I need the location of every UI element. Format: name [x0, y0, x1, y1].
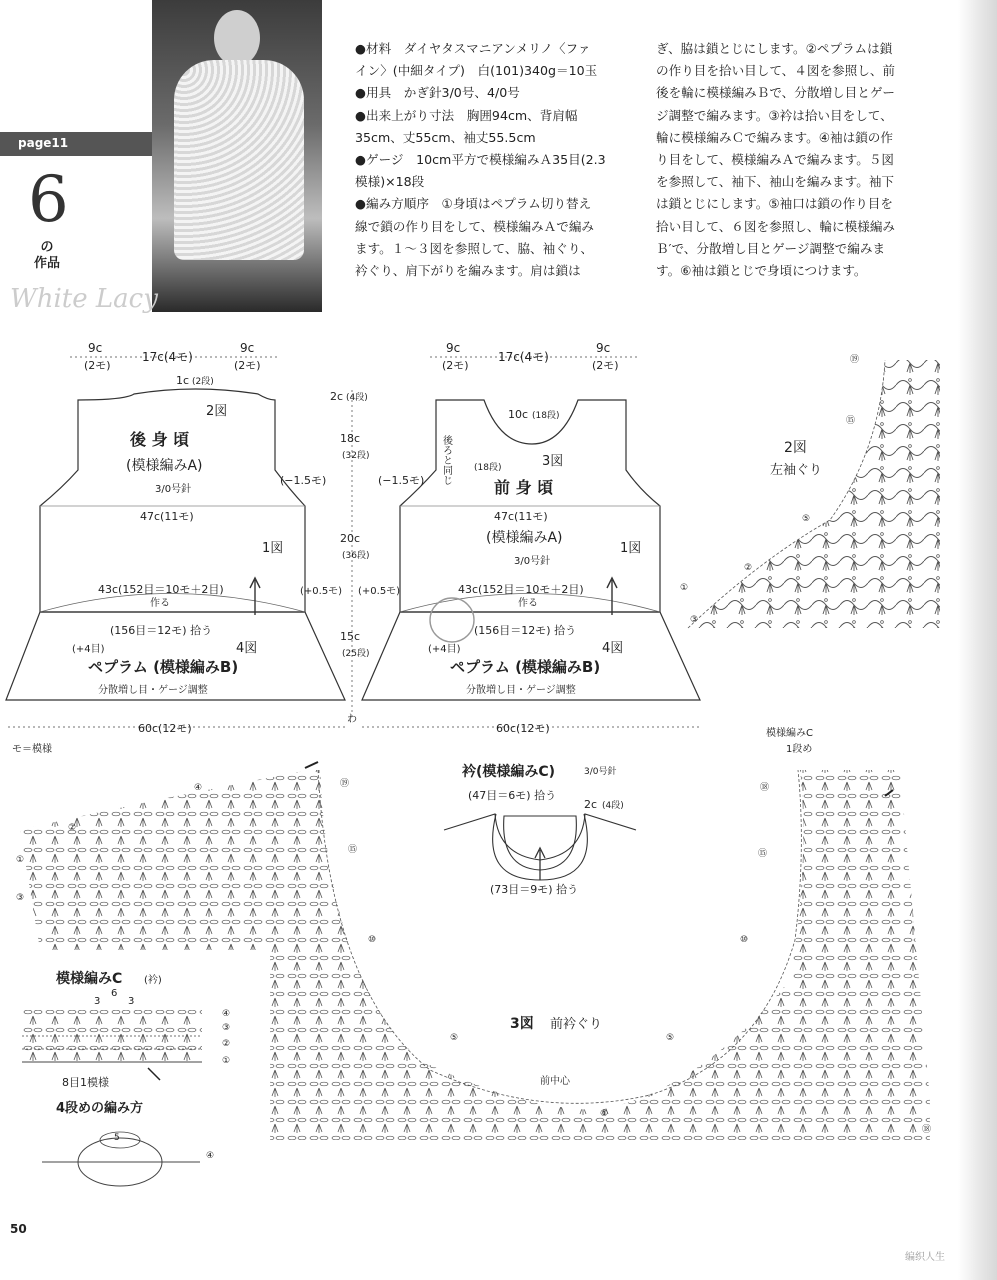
svg-text:(模様編みA): (模様編みA)	[126, 458, 203, 474]
collar-diagram	[444, 763, 636, 896]
page-ref: page11	[18, 136, 69, 150]
svg-text:⑮: ⑮	[758, 849, 768, 859]
svg-text:2図: 2図	[784, 440, 807, 456]
svg-text:(18段): (18段)	[474, 463, 502, 473]
back-top-left: 9c	[88, 341, 103, 355]
collar-title: 衿(模様編みC)	[462, 764, 556, 780]
svg-text:⑱: ⑱	[760, 783, 770, 793]
svg-text:(+0.5モ): (+0.5モ)	[358, 586, 401, 597]
svg-text:47c(11モ): 47c(11モ)	[140, 510, 194, 523]
svg-text:⑤: ⑤	[666, 1033, 675, 1043]
svg-text:後ろと同じ: 後ろと同じ	[440, 435, 452, 485]
svg-text:前衿ぐり: 前衿ぐり	[550, 1017, 603, 1032]
watermark: 编织人生	[905, 1252, 945, 1263]
svg-text:60c(12モ): 60c(12モ)	[496, 722, 550, 735]
svg-text:17c(4モ): 17c(4モ)	[498, 350, 549, 364]
svg-text:(156目＝12モ) 拾う: (156目＝12モ) 拾う	[110, 624, 213, 637]
svg-text:③: ③	[16, 893, 25, 903]
svg-text:4段めの編み方: 4段めの編み方	[56, 1101, 144, 1116]
svg-text:47c(11モ): 47c(11モ)	[494, 510, 548, 523]
svg-text:模様編みC: 模様編みC	[766, 728, 813, 739]
svg-text:(+0.5モ): (+0.5モ)	[300, 586, 343, 597]
svg-text:(模様編みA): (模様編みA)	[486, 530, 563, 546]
svg-text:3図: 3図	[510, 1016, 534, 1032]
svg-text:3/0号針: 3/0号針	[514, 556, 551, 567]
svg-text:模様編みC: 模様編みC	[56, 971, 123, 987]
svg-text:①: ①	[222, 1056, 231, 1066]
back-peplum-title: ペプラム (模様編みB)	[88, 658, 239, 676]
svg-text:(衿): (衿)	[144, 975, 162, 986]
svg-text:15c: 15c	[340, 630, 361, 643]
svg-text:5: 5	[114, 1133, 120, 1143]
svg-text:3/0号針: 3/0号針	[155, 484, 192, 495]
svg-text:(+4目): (+4目)	[428, 644, 461, 655]
svg-text:分散増し目・ゲージ調整: 分散増し目・ゲージ調整	[466, 685, 576, 696]
svg-text:分散増し目・ゲージ調整: 分散増し目・ゲージ調整	[98, 685, 208, 696]
svg-text:②: ②	[744, 563, 753, 573]
svg-text:10c: 10c	[508, 408, 529, 421]
svg-text:③: ③	[690, 615, 699, 625]
svg-text:3図: 3図	[542, 454, 564, 469]
svg-text:1図: 1図	[262, 541, 284, 556]
svg-text:左袖ぐり: 左袖ぐり	[770, 463, 823, 478]
svg-text:⑱: ⑱	[922, 1125, 932, 1135]
svg-text:④: ④	[222, 1009, 231, 1019]
instructions-col2: ぎ、脇は鎖とじにします。②ペプラムは鎖 の作り目を拾い目して、４図を参照し、前 後を輪に模様編みＢで、分散増し目とゲー ジ調整で編みます。③衿は拾い目をして、 輪に模様編みＣで編みます。④袖は鎖の作 り目をして、模様編みＡで編みます。５図 を参照して、袖下、袖山を編みます。袖下 は鎖とじにします。⑤袖口は鎖の作り目を 拾い目して、６図を参照し、輪に模様編み Ｂ′で、分散増し目とゲージ調整で編みま す。⑥袖は鎖とじで身頃につけます。	[656, 41, 896, 279]
svg-text:②: ②	[68, 823, 77, 833]
center-dimensions	[330, 390, 369, 725]
svg-text:3: 3	[94, 996, 101, 1007]
svg-text:(47目＝6モ) 拾う: (47目＝6モ) 拾う	[468, 789, 557, 802]
page-number: 50	[10, 1222, 27, 1236]
svg-text:③: ③	[222, 1023, 231, 1033]
svg-text:1図: 1図	[620, 541, 642, 556]
svg-text:2c: 2c	[330, 390, 344, 403]
back-body-diagram	[6, 341, 345, 755]
svg-text:⑮: ⑮	[846, 416, 856, 426]
svg-text:(4段): (4段)	[602, 801, 624, 811]
armhole-chart	[680, 354, 940, 628]
front-body-title: 前 身 頃	[494, 478, 554, 497]
front-body-diagram	[358, 341, 700, 735]
svg-text:(156目＝12モ) 拾う: (156目＝12モ) 拾う	[474, 624, 577, 637]
svg-text:(4段): (4段)	[346, 393, 368, 403]
pattern-c-chart	[22, 970, 230, 1186]
svg-text:(2段): (2段)	[192, 377, 214, 387]
svg-text:3/0号針: 3/0号針	[584, 767, 617, 777]
svg-text:⑩: ⑩	[368, 935, 377, 945]
svg-text:④: ④	[194, 783, 203, 793]
svg-text:作る: 作る	[518, 598, 538, 609]
work-number: 6	[28, 163, 69, 237]
svg-text:わ: わ	[347, 714, 357, 725]
svg-text:(25段): (25段)	[342, 649, 370, 659]
svg-text:⑮: ⑮	[348, 845, 358, 855]
svg-text:8目1模様: 8目1模様	[62, 1076, 109, 1089]
svg-text:(+4目): (+4目)	[72, 644, 105, 655]
svg-text:(32段): (32段)	[342, 451, 370, 461]
svg-text:(2モ): (2モ)	[234, 359, 261, 372]
back-body-title: 後 身 頃	[130, 430, 190, 449]
svg-text:6: 6	[111, 988, 118, 999]
svg-text:1c: 1c	[176, 374, 190, 387]
svg-text:前中心: 前中心	[540, 1076, 570, 1087]
svg-text:3: 3	[128, 996, 135, 1007]
work-label: の 作品	[34, 240, 61, 271]
svg-text:②: ②	[222, 1039, 231, 1049]
svg-text:(73目＝9モ) 拾う: (73目＝9モ) 拾う	[490, 883, 579, 896]
svg-text:60c(12モ): 60c(12モ)	[138, 722, 192, 735]
svg-text:20c: 20c	[340, 532, 361, 545]
svg-text:⑩: ⑩	[740, 935, 749, 945]
svg-text:⑤: ⑤	[450, 1033, 459, 1043]
svg-text:2c: 2c	[584, 798, 598, 811]
back-top-mid: 17c(4モ)	[142, 350, 193, 364]
svg-text:⑤: ⑤	[802, 514, 811, 524]
svg-text:4図: 4図	[236, 641, 258, 656]
svg-text:43c(152目＝10モ＋2目): 43c(152目＝10モ＋2目)	[458, 583, 584, 596]
svg-text:(2モ): (2モ)	[84, 359, 111, 372]
svg-text:④: ④	[206, 1151, 215, 1161]
svg-text:⑲: ⑲	[850, 355, 860, 365]
svg-text:①: ①	[16, 855, 25, 865]
svg-text:9c: 9c	[596, 341, 611, 355]
svg-text:作る: 作る	[150, 598, 170, 609]
svg-text:①: ①	[680, 583, 689, 593]
svg-text:9c: 9c	[446, 341, 461, 355]
svg-text:1段め: 1段め	[786, 744, 813, 755]
svg-text:①: ①	[600, 1109, 609, 1119]
svg-text:(−1.5モ): (−1.5モ)	[280, 474, 327, 487]
svg-text:⑲: ⑲	[340, 779, 350, 789]
svg-text:(2モ): (2モ)	[442, 359, 469, 372]
svg-text:2図: 2図	[206, 404, 228, 419]
svg-text:(18段): (18段)	[532, 411, 560, 421]
script-title: White Lacy	[10, 284, 158, 314]
svg-text:9c: 9c	[240, 341, 255, 355]
svg-text:(36段): (36段)	[342, 551, 370, 561]
front-peplum-title: ペプラム (模様編みB)	[450, 658, 601, 676]
svg-text:4図: 4図	[602, 641, 624, 656]
svg-text:(−1.5モ): (−1.5モ)	[378, 474, 425, 487]
svg-text:43c(152目＝10モ＋2目): 43c(152目＝10モ＋2目)	[98, 583, 224, 596]
svg-text:(2モ): (2モ)	[592, 359, 619, 372]
svg-text:18c: 18c	[340, 432, 361, 445]
instructions-col1: ●材料 ダイヤタスマニアンメリノ〈ファ イン〉(中細タイプ) 白(101)340g＝10玉 ●用具 かぎ針3/0号、4/0号 ●出来上がり寸法 胸囲94cm、背肩幅 35cm、丈55cm、袖丈55.5cm ●ゲージ 10cm平方で模様編みＡ35目(2.3 模様)×18段 ●編み方順序 ①身頃はペプラム切り替え 線で鎖の作り目をして、模様編みＡで編み ます。１～３図を参照して、脇、袖ぐり、 衿ぐり、肩下がりを編みます。肩は鎖は	[355, 41, 606, 279]
legend: モ＝模様	[12, 744, 52, 755]
